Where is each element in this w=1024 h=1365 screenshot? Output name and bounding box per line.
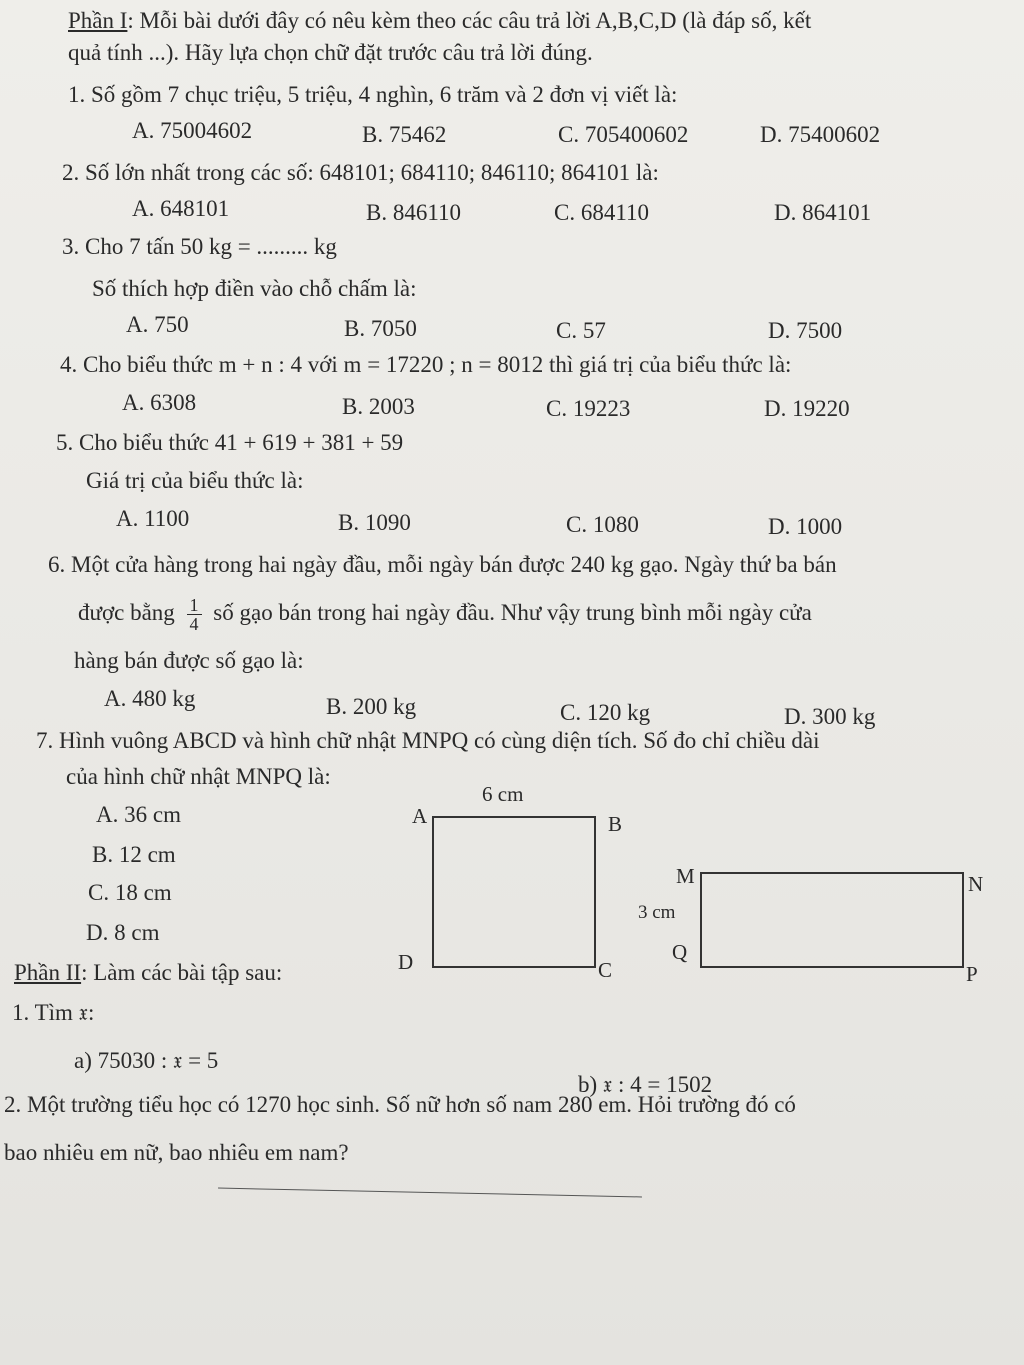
q7-option-a: A. 36 cm (96, 802, 181, 827)
q3-option-a: A. 750 (126, 312, 189, 337)
q1-option-c: C. 705400602 (558, 122, 689, 147)
question-3: 3. Cho 7 tấn 50 kg = ......... kg (62, 234, 337, 259)
question-7: 7. Hình vuông ABCD và hình chữ nhật MNPQ có cùng diện tích. Số đo chỉ chiều dài (36, 728, 820, 753)
vertex-n-label: N (968, 872, 984, 896)
question-5: 5. Cho biểu thức 41 + 619 + 381 + 59 (56, 430, 404, 455)
rectangle-side-label: 3 cm (638, 902, 676, 923)
q4-option-d: D. 19220 (764, 396, 850, 421)
q5-option-d: D. 1000 (768, 514, 843, 539)
question-4: 4. Cho biểu thức m + n : 4 với m = 17220 ; n = 8012 thì giá trị của biểu thức là: (60, 352, 792, 377)
rectangle-mnpq (700, 872, 964, 968)
square-abcd (432, 816, 596, 968)
question-7-line2: của hình chữ nhật MNPQ là: (66, 764, 331, 789)
q1-option-a: A. 75004602 (132, 118, 253, 143)
q4-option-c: C. 19223 (546, 396, 631, 421)
q3-option-d: D. 7500 (768, 318, 843, 343)
q5-option-a: A. 1100 (116, 506, 190, 531)
question-1: 1. Số gồm 7 chục triệu, 5 triệu, 4 nghìn, 6 trăm và 2 đơn vị viết là: (68, 82, 678, 107)
q4-option-b: B. 2003 (342, 394, 415, 419)
question-5-prompt: Giá trị của biểu thức là: (86, 468, 304, 493)
q7-option-c: C. 18 cm (88, 880, 172, 905)
q2-option-c: C. 684110 (554, 200, 649, 225)
q6-option-c: C. 120 kg (560, 700, 651, 725)
vertex-d-label: D (398, 950, 414, 974)
part2-intro: Phần II: Làm các bài tập sau: (14, 960, 283, 985)
q2-option-d: D. 864101 (774, 200, 872, 225)
q5-option-b: B. 1090 (338, 510, 411, 535)
q4-option-a: A. 6308 (122, 390, 197, 415)
part1-intro-line2: quả tính ...). Hãy lựa chọn chữ đặt trước câu trả lời đúng. (68, 40, 593, 65)
question-6-line2: được bằng $\frac{1}{4}$ số gạo bán trong hai ngày đầu. Như vậy trung bình mỗi ngày cửa (78, 595, 812, 634)
vertex-m-label: M (676, 864, 695, 888)
q1-option-b: B. 75462 (362, 122, 447, 147)
part2-q1b: b) 𝔵 : 4 = 1502 (578, 1072, 713, 1097)
q3-option-b: B. 7050 (344, 316, 417, 341)
q6-option-b: B. 200 kg (326, 694, 417, 719)
q7-option-b: B. 12 cm (92, 842, 176, 867)
answer-line (218, 1188, 642, 1198)
q3-option-c: C. 57 (556, 318, 606, 343)
q2-option-b: B. 846110 (366, 200, 461, 225)
part1-heading: Phần I (68, 8, 128, 33)
question-6-line3: hàng bán được số gạo là: (74, 648, 304, 673)
q6-option-a: A. 480 kg (104, 686, 196, 711)
vertex-a-label: A (412, 804, 428, 828)
part2-q1a: a) 75030 : 𝔵 = 5 (74, 1048, 219, 1073)
q1-option-d: D. 75400602 (760, 122, 881, 147)
question-6: 6. Một cửa hàng trong hai ngày đầu, mỗi ngày bán được 240 kg gạo. Ngày thứ ba bán (48, 552, 837, 577)
question-2: 2. Số lớn nhất trong các số: 648101; 684110; 846110; 864101 là: (62, 160, 659, 185)
vertex-q-label: Q (672, 940, 688, 964)
part2-q2-line2: bao nhiêu em nữ, bao nhiêu em nam? (4, 1140, 349, 1165)
vertex-c-label: C (598, 958, 613, 982)
part2-heading: Phần II (14, 960, 82, 985)
vertex-b-label: B (608, 812, 623, 836)
question-3-prompt: Số thích hợp điền vào chỗ chấm là: (92, 276, 417, 301)
q5-option-c: C. 1080 (566, 512, 639, 537)
part2-q2-line1: 2. Một trường tiểu học có 1270 học sinh. Số nữ hơn số nam 280 em. Hỏi trường đó có (4, 1092, 796, 1117)
part2-q1: 1. Tìm 𝔵: (12, 1000, 95, 1025)
part1-intro-line1: Phần I: Mỗi bài dưới đây có nêu kèm theo các câu trả lời A,B,C,D (là đáp số, kết (68, 8, 812, 33)
square-side-label: 6 cm (482, 782, 524, 806)
q2-option-a: A. 648101 (132, 196, 230, 221)
q7-option-d: D. 8 cm (86, 920, 160, 945)
q6-option-d: D. 300 kg (784, 704, 876, 729)
vertex-p-label: P (966, 962, 978, 986)
fraction-one-quarter: $\frac{1}{4}$ (187, 596, 202, 633)
